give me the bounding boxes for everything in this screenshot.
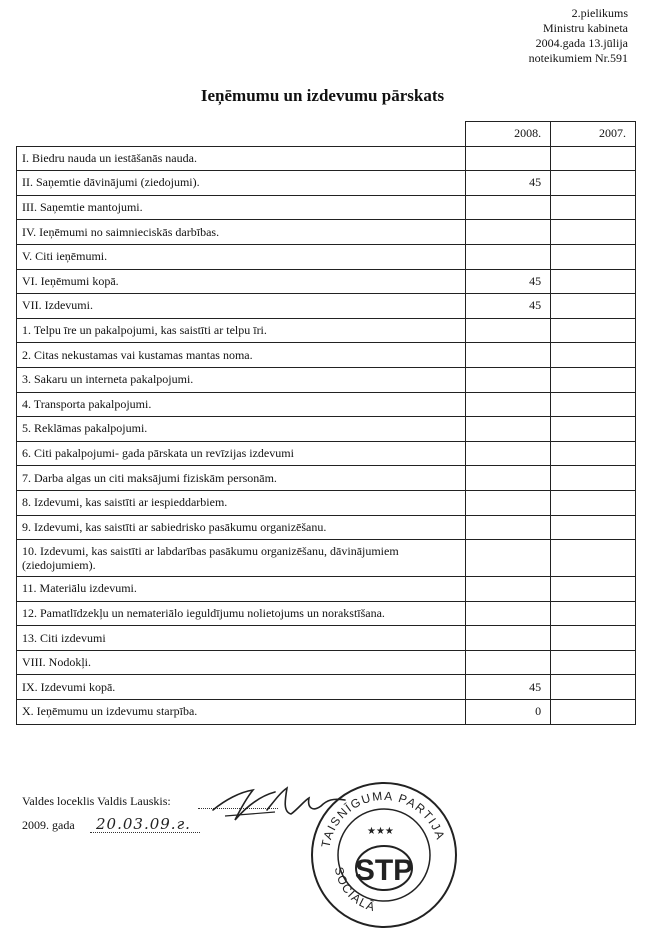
table-row: [17, 269, 636, 294]
table-row: [17, 700, 636, 725]
row-value-2008: [466, 441, 551, 466]
row-value-2007: [551, 490, 636, 515]
row-value-2007: [551, 195, 636, 220]
table-row: [17, 577, 636, 602]
reference-line-4: noteikumiem Nr.591: [528, 51, 628, 65]
row-label: X. Ieņēmumu un izdevumu starpība.: [17, 700, 466, 725]
row-value-2008: [466, 318, 551, 343]
table-row: [17, 244, 636, 269]
row-value-2008: 0: [466, 700, 551, 725]
table-row: [17, 392, 636, 417]
row-value-2008: [466, 392, 551, 417]
row-value-2008: [466, 601, 551, 626]
table-row: [17, 417, 636, 442]
row-label: 5. Reklāmas pakalpojumi.: [17, 417, 466, 442]
row-label: 2. Citas nekustamas vai kustamas mantas noma.: [17, 343, 466, 368]
row-value-2007: [551, 146, 636, 171]
stamp-top-text: TAISNĪGUMA PARTIJA: [318, 788, 448, 849]
row-value-2008: [466, 343, 551, 368]
table-row: [17, 466, 636, 491]
table-row: [17, 171, 636, 196]
row-value-2008: [466, 195, 551, 220]
table-row: [17, 441, 636, 466]
row-label: 3. Sakaru un interneta pakalpojumi.: [17, 367, 466, 392]
reference-block: [529, 6, 628, 66]
row-value-2008: [466, 515, 551, 540]
page-title: Ieņēmumu un izdevumu pārskats: [200, 86, 445, 105]
row-label: 9. Izdevumi, kas saistīti ar sabiedrisko pasākumu organizēšanu.: [17, 515, 466, 540]
row-label: 10. Izdevumi, kas saistīti ar labdarības pasākumu organizēšanu, dāvinājumiem (ziedojumiem).: [17, 540, 466, 577]
stamp-bottom-text: SOCIĀLĀ: [331, 865, 378, 915]
party-stamp: [307, 778, 461, 932]
row-value-2007: [551, 601, 636, 626]
header-empty-cell: [17, 122, 466, 147]
table-row: [17, 515, 636, 540]
row-label: I. Biedru nauda un iestāšanās nauda.: [17, 146, 466, 171]
report-table: [16, 121, 636, 725]
row-label: 6. Citi pakalpojumi- gada pārskata un revīzijas izdevumi: [17, 441, 466, 466]
table-row: [17, 675, 636, 700]
table-row: [17, 294, 636, 319]
row-value-2008: [466, 146, 551, 171]
header-2008: 2008.: [466, 122, 551, 147]
row-value-2007: [551, 343, 636, 368]
table-row: [17, 195, 636, 220]
row-value-2007: [551, 244, 636, 269]
row-value-2008: [466, 626, 551, 651]
row-value-2008: [466, 540, 551, 577]
row-value-2008: [466, 220, 551, 245]
table-row: [17, 220, 636, 245]
table-header-row: [17, 122, 636, 147]
row-label: 8. Izdevumi, kas saistīti ar iespieddarbiem.: [17, 490, 466, 515]
stamp-logo: STP: [354, 854, 414, 887]
row-label: 13. Citi izdevumi: [17, 626, 466, 651]
row-value-2007: [551, 626, 636, 651]
row-value-2008: 45: [466, 675, 551, 700]
row-label: IV. Ieņēmumi no saimnieciskās darbības.: [17, 220, 466, 245]
row-label: V. Citi ieņēmumi.: [17, 244, 466, 269]
row-label: VI. Ieņēmumi kopā.: [17, 269, 466, 294]
reference-line-3: 2004.gada 13.jūlija: [535, 36, 628, 50]
date-label: 2009. gada: [22, 818, 75, 832]
row-label: VIII. Nodokļi.: [17, 650, 466, 675]
row-label: 12. Pamatlīdzekļu un nemateriālo ieguldījumu nolietojums un norakstīšana.: [17, 601, 466, 626]
table-row: [17, 650, 636, 675]
header-2007: 2007.: [551, 122, 636, 147]
row-value-2007: [551, 318, 636, 343]
row-value-2008: [466, 244, 551, 269]
row-value-2008: [466, 367, 551, 392]
table-row: [17, 318, 636, 343]
row-value-2008: [466, 490, 551, 515]
row-value-2007: [551, 171, 636, 196]
table-row: [17, 367, 636, 392]
table-row: [17, 626, 636, 651]
table-row: [17, 146, 636, 171]
row-label: 4. Transporta pakalpojumi.: [17, 392, 466, 417]
reference-line-2: Ministru kabineta: [543, 21, 628, 35]
reference-line-1: 2.pielikums: [571, 6, 628, 20]
row-label: III. Saņemtie mantojumi.: [17, 195, 466, 220]
row-label: 7. Darba algas un citi maksājumi fiziskām personām.: [17, 466, 466, 491]
row-value-2007: [551, 269, 636, 294]
table-row: [17, 343, 636, 368]
row-value-2008: 45: [466, 294, 551, 319]
row-value-2007: [551, 577, 636, 602]
row-value-2007: [551, 650, 636, 675]
row-value-2007: [551, 392, 636, 417]
row-value-2008: [466, 650, 551, 675]
row-value-2007: [551, 441, 636, 466]
table-row: [17, 490, 636, 515]
row-label: VII. Izdevumi.: [17, 294, 466, 319]
row-value-2007: [551, 675, 636, 700]
row-value-2008: 45: [466, 269, 551, 294]
row-value-2008: 45: [466, 171, 551, 196]
signatory-label: Valdes loceklis Valdis Lauskis:: [22, 794, 171, 808]
row-value-2007: [551, 700, 636, 725]
row-value-2007: [551, 367, 636, 392]
row-label: IX. Izdevumi kopā.: [17, 675, 466, 700]
row-value-2007: [551, 220, 636, 245]
stamp-star-icon: ★★★: [367, 826, 394, 837]
row-value-2007: [551, 417, 636, 442]
row-value-2007: [551, 294, 636, 319]
row-value-2008: [466, 417, 551, 442]
table-row: [17, 601, 636, 626]
row-label: 1. Telpu īre un pakalpojumi, kas saistīti ar telpu īri.: [17, 318, 466, 343]
row-value-2007: [551, 515, 636, 540]
row-value-2008: [466, 466, 551, 491]
row-value-2007: [551, 540, 636, 577]
row-value-2007: [551, 466, 636, 491]
handwritten-date: 20.03.09.г.: [96, 815, 191, 833]
row-value-2008: [466, 577, 551, 602]
table-row: [17, 540, 636, 577]
row-label: 11. Materiālu izdevumi.: [17, 577, 466, 602]
row-label: II. Saņemtie dāvinājumi (ziedojumi).: [17, 171, 466, 196]
